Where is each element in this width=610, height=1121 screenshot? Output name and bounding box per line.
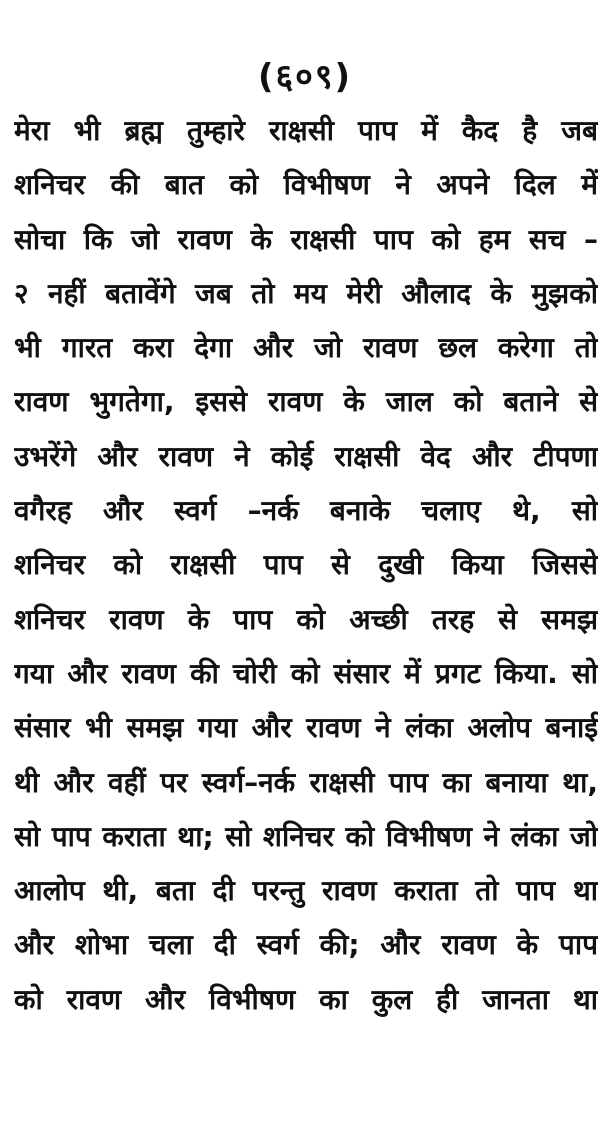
text-line: संसार भी समझ गया और रावण ने लंका अलोप बनाई xyxy=(14,711,598,745)
text-line: को रावण और विभीषण का कुल ही जानता था xyxy=(14,982,598,1016)
text-line: शनिचर रावण के पाप को अच्छी तरह से समझ xyxy=(14,602,598,636)
text-line: आलोप थी, बता दी परन्तु रावण कराता तो पाप था xyxy=(14,874,598,908)
text-line: सो पाप कराता था; सो शनिचर को विभीषण ने लंका जो xyxy=(14,819,598,853)
page-number: (६०९) xyxy=(257,57,353,97)
text-line: शनिचर की बात को विभीषण ने अपने दिल में xyxy=(14,168,598,202)
text-line: मेरा भी ब्रह्म तुम्हारे राक्षसी पाप में कैद है जब xyxy=(14,114,598,147)
text-line: २ नहीं बतावेंगे जब तो मय मेरी औलाद के मुझको xyxy=(14,276,598,310)
text-line: रावण भुगतेगा, इससे रावण के जाल को बताने से xyxy=(14,385,598,419)
text-line: शनिचर को राक्षसी पाप से दुखी किया जिससे xyxy=(14,548,598,582)
text-line: भी गारत करा देगा और जो रावण छल करेगा तो xyxy=(14,331,598,365)
text-line: और शोभा चला दी स्वर्ग की; और रावण के पाप xyxy=(14,928,598,962)
body-text xyxy=(14,104,598,1027)
text-line: उभरेंगे और रावण ने कोई राक्षसी वेद और टीपणा xyxy=(14,439,598,473)
text-line: गया और रावण की चोरी को संसार में प्रगट किया. सो xyxy=(14,656,598,690)
text-line: वगैरह और स्वर्ग –नर्क बनाके चलाए थे, सो xyxy=(14,494,598,528)
text-line: थी और वहीं पर स्वर्ग–नर्क राक्षसी पाप का बनाया था, xyxy=(14,765,598,799)
text-line: सोचा कि जो रावण के राक्षसी पाप को हम सच – xyxy=(14,222,598,256)
